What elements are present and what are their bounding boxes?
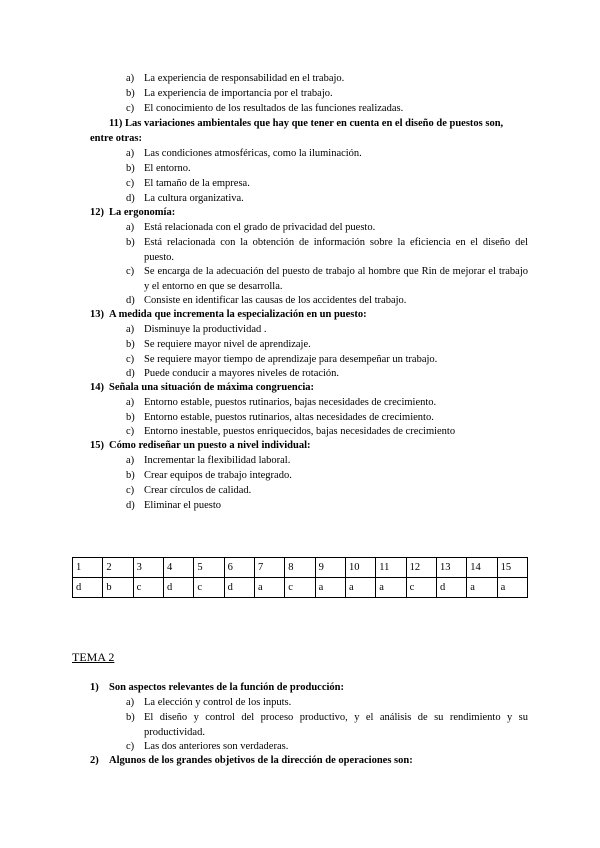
option-item	[126, 220, 528, 235]
question-number: 2)	[90, 755, 99, 766]
option-item	[126, 468, 528, 483]
table-cell: 1	[73, 558, 103, 578]
option-item	[126, 695, 528, 710]
option-item	[126, 483, 528, 498]
table-cell: 3	[133, 558, 163, 578]
option-item	[126, 176, 528, 191]
option-text: Está relacionada con la obtención de información sobre la eficiencia en el diseño del puesto.	[144, 237, 528, 263]
option-item	[126, 161, 528, 176]
option-letter: a)	[126, 455, 135, 466]
option-item	[126, 395, 528, 410]
table-cell: d	[224, 578, 254, 598]
option-letter: d)	[126, 193, 135, 204]
option-item	[126, 101, 528, 116]
table-cell: b	[103, 578, 133, 598]
table-cell: 11	[376, 558, 406, 578]
option-text: Consiste en identificar las causas de los accidentes del trabajo.	[144, 295, 407, 306]
question-11	[90, 116, 528, 146]
option-text: Crear círculos de calidad.	[144, 485, 252, 496]
option-text: Entorno inestable, puestos enriquecidos, bajas necesidades de crecimiento	[144, 426, 456, 437]
question-14	[90, 380, 528, 395]
option-item	[126, 366, 528, 381]
question-number: 15)	[90, 440, 104, 451]
option-text: La elección y control de los inputs.	[144, 697, 292, 708]
table-cell: 13	[436, 558, 466, 578]
option-letter: b)	[126, 712, 135, 723]
option-text: Se encarga de la adecuación del puesto de trabajo al hombre que Rin de mejorar el trabajo y el entorno en que se desarrolla.	[144, 266, 528, 292]
table-cell: 7	[254, 558, 284, 578]
question-12	[90, 205, 528, 220]
option-letter: d)	[126, 368, 135, 379]
option-letter: b)	[126, 237, 135, 248]
option-item	[126, 453, 528, 468]
option-item	[126, 352, 528, 367]
option-letter: c)	[126, 354, 135, 365]
table-cell: a	[254, 578, 284, 598]
option-letter: c)	[126, 266, 135, 277]
option-letter: a)	[126, 397, 135, 408]
question-text: Algunos de los grandes objetivos de la dirección de operaciones son:	[109, 755, 413, 766]
question-text: Son aspectos relevantes de la función de producción:	[109, 682, 344, 693]
table-cell: 12	[406, 558, 436, 578]
question-text: A medida que incrementa la especialización en un puesto:	[109, 309, 367, 320]
table-cell: 15	[497, 558, 527, 578]
tema2-question-1	[90, 680, 528, 695]
option-letter: b)	[126, 339, 135, 350]
answer-table	[72, 557, 528, 598]
question-number: 14)	[90, 382, 104, 393]
option-item	[126, 293, 528, 308]
table-cell: c	[285, 578, 315, 598]
option-text: Puede conducir a mayores niveles de rotación.	[144, 368, 340, 379]
option-letter: b)	[126, 412, 135, 423]
option-letter: a)	[126, 148, 135, 159]
table-cell: d	[163, 578, 193, 598]
option-item	[126, 146, 528, 161]
table-cell: 10	[345, 558, 375, 578]
table-cell: d	[73, 578, 103, 598]
option-letter: c)	[126, 426, 135, 437]
table-cell: a	[376, 578, 406, 598]
table-cell: c	[406, 578, 436, 598]
option-text: La cultura organizativa.	[144, 193, 244, 204]
option-letter: b)	[126, 470, 135, 481]
table-cell: 4	[163, 558, 193, 578]
option-text: Se requiere mayor tiempo de aprendizaje para desempeñar un trabajo.	[144, 354, 438, 365]
option-item	[126, 264, 528, 294]
table-cell: a	[345, 578, 375, 598]
option-text: Las dos anteriores son verdaderas.	[144, 741, 289, 752]
table-cell: 9	[315, 558, 345, 578]
question-15	[90, 438, 528, 453]
option-item	[126, 498, 528, 513]
table-cell: 2	[103, 558, 133, 578]
answer-table-numbers-row	[73, 558, 528, 578]
option-text: La experiencia de importancia por el trabajo.	[144, 88, 333, 99]
question-label: Las variaciones ambientales que hay que tener en cuenta en el diseño de puestos son, entre otras:	[90, 118, 504, 144]
table-cell: c	[133, 578, 163, 598]
table-cell: 6	[224, 558, 254, 578]
question-text: La ergonomía:	[109, 207, 176, 218]
table-cell: d	[436, 578, 466, 598]
option-letter: a)	[126, 73, 135, 84]
option-text: Está relacionada con el grado de privacidad del puesto.	[144, 222, 376, 233]
question-text	[90, 116, 528, 146]
question-number: 1)	[90, 682, 99, 693]
question-13	[90, 307, 528, 322]
table-cell: 14	[467, 558, 497, 578]
option-letter: c)	[126, 741, 135, 752]
question-number: 13)	[90, 309, 104, 320]
option-text: El diseño y control del proceso productivo, y el análisis de su rendimiento y su productividad.	[144, 712, 528, 738]
question-text: Cómo rediseñar un puesto a nivel individual:	[109, 440, 311, 451]
table-cell: c	[194, 578, 224, 598]
option-text: Incrementar la flexibilidad laboral.	[144, 455, 291, 466]
option-item	[126, 710, 528, 740]
option-text: El conocimiento de los resultados de las funciones realizadas.	[144, 103, 404, 114]
option-letter: c)	[126, 178, 135, 189]
table-cell: a	[497, 578, 527, 598]
option-letter: a)	[126, 222, 135, 233]
option-letter: b)	[126, 88, 135, 99]
option-text: Crear equipos de trabajo integrado.	[144, 470, 292, 481]
option-item	[126, 322, 528, 337]
option-text: El tamaño de la empresa.	[144, 178, 250, 189]
option-text: Disminuye la productividad .	[144, 324, 267, 335]
option-item	[126, 337, 528, 352]
table-cell: 8	[285, 558, 315, 578]
option-item	[126, 235, 528, 265]
option-text: Se requiere mayor nivel de aprendizaje.	[144, 339, 311, 350]
option-letter: d)	[126, 500, 135, 511]
option-text: Entorno estable, puestos rutinarios, bajas necesidades de crecimiento.	[144, 397, 437, 408]
option-item	[126, 191, 528, 206]
option-text: Eliminar el puesto	[144, 500, 221, 511]
table-cell: 5	[194, 558, 224, 578]
tema2-question-2	[90, 753, 528, 768]
option-letter: c)	[126, 485, 135, 496]
answer-table-answers-row	[73, 578, 528, 598]
table-cell: a	[467, 578, 497, 598]
option-text: La experiencia de responsabilidad en el trabajo.	[144, 73, 345, 84]
option-item	[126, 86, 528, 101]
option-letter: a)	[126, 697, 135, 708]
question-number: 12)	[90, 207, 104, 218]
section-heading: TEMA 2	[72, 650, 115, 664]
option-item	[126, 739, 528, 754]
option-letter: a)	[126, 324, 135, 335]
option-text: El entorno.	[144, 163, 191, 174]
question-number: 11)	[109, 118, 123, 129]
option-letter: c)	[126, 103, 135, 114]
question-text: Señala una situación de máxima congruencia:	[109, 382, 315, 393]
option-letter: d)	[126, 295, 135, 306]
option-item	[126, 410, 528, 425]
table-cell: a	[315, 578, 345, 598]
option-letter: b)	[126, 163, 135, 174]
option-text: Entorno estable, puestos rutinarios, altas necesidades de crecimiento.	[144, 412, 434, 423]
option-item	[126, 424, 528, 439]
option-item	[126, 71, 528, 86]
option-text: Las condiciones atmosféricas, como la iluminación.	[144, 148, 362, 159]
